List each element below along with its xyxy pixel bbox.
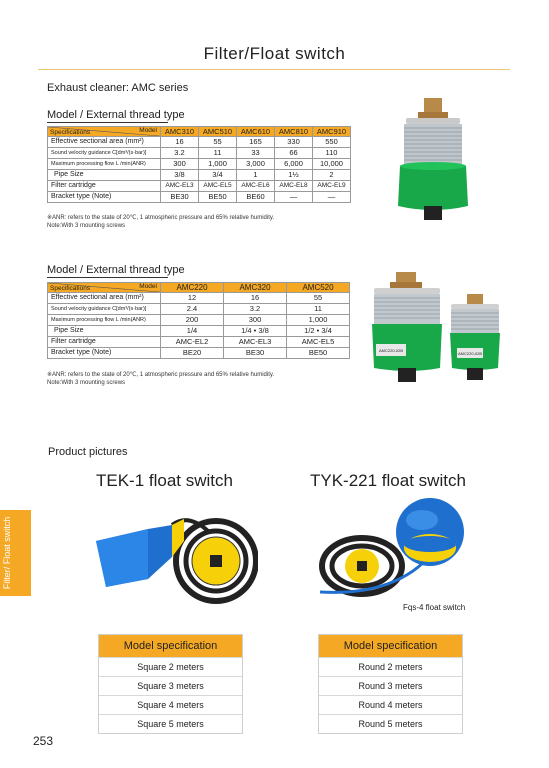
table1-model-header: AMC610: [237, 127, 275, 137]
row-label: Sound velocity guidance C[dm³/(s·bar)]: [48, 304, 161, 315]
table1-model-header: AMC910: [313, 127, 351, 137]
cell: BE50: [199, 192, 237, 203]
cell: BE30: [161, 192, 199, 203]
cell: 110: [313, 148, 351, 159]
tyk-float-switch-image: [312, 496, 477, 600]
list-item: Round 3 meters: [319, 676, 462, 695]
amc-filter-medium-image: [366, 270, 448, 386]
table2-model-header: AMC520: [287, 283, 350, 293]
cell: 165: [237, 137, 275, 148]
table1-note-anr: ※ANR: refers to the state of 20℃, 1 atmospheric pressure and 65% relative humidity.: [47, 215, 275, 221]
table1-model-header: AMC310: [161, 127, 199, 137]
cell: AMC-EL3: [224, 337, 287, 348]
cell: —: [313, 192, 351, 203]
table1-heading-rule: [47, 122, 168, 123]
table-row: [48, 293, 350, 304]
filter-label-1: AMC220-02B: [378, 348, 404, 353]
cell: 550: [313, 137, 351, 148]
amc-filter-large-image: [392, 96, 474, 224]
cell: 11: [199, 148, 237, 159]
cell: AMC-EL2: [161, 337, 224, 348]
tyk-spec-box: [318, 634, 463, 734]
cell: 3.2: [161, 148, 199, 159]
table1-model-header: AMC510: [199, 127, 237, 137]
row-label: Effective sectional area (mm²): [48, 137, 161, 148]
cell: 1: [237, 170, 275, 181]
table-row: [48, 348, 350, 359]
cell: 1,000: [199, 159, 237, 170]
tek-spec-heading: Model specification: [99, 635, 242, 657]
cell: 6,000: [275, 159, 313, 170]
cell: 1/2 • 3/4: [287, 326, 350, 337]
cell: 330: [275, 137, 313, 148]
cell: 3/8: [161, 170, 199, 181]
row-label: Maximum processing flow L /min(ANR): [48, 315, 161, 326]
tek-float-switch-image: [88, 505, 258, 617]
row-label: Pipe Size: [48, 170, 161, 181]
table2-note-screws: Note:With 3 mounting screws: [47, 380, 126, 386]
row-label: Effective sectional area (mm²): [48, 293, 161, 304]
table-row: [48, 326, 350, 337]
series-heading: Exhaust cleaner: AMC series: [47, 82, 189, 94]
table-row: [48, 137, 351, 148]
cell: 1,000: [287, 315, 350, 326]
tek-spec-box: [98, 634, 243, 734]
cell: —: [275, 192, 313, 203]
filter-label-2: AMC220-02B: [457, 351, 483, 356]
list-item: Round 2 meters: [319, 657, 462, 676]
table-row: [48, 181, 351, 192]
cell: 300: [224, 315, 287, 326]
list-item: Square 3 meters: [99, 676, 242, 695]
row-label: Bracket type (Note): [48, 348, 161, 359]
table-row: [48, 304, 350, 315]
cell: 200: [161, 315, 224, 326]
table2-corner-model: Model: [139, 283, 157, 290]
title-divider: [38, 69, 510, 70]
row-label: Sound velocity guidance C[dm³/(s·bar)]: [48, 148, 161, 159]
table2-heading-rule: [47, 277, 168, 278]
cell: AMC-EL6: [237, 181, 275, 192]
cell: 3,000: [237, 159, 275, 170]
list-item: Square 4 meters: [99, 695, 242, 714]
cell: 3.2: [224, 304, 287, 315]
side-tab-label: Filter/ Float switch: [2, 516, 12, 590]
cell: 11: [287, 304, 350, 315]
page-number: 253: [33, 734, 54, 748]
table2-corner-cell: [48, 283, 161, 293]
table-row: [48, 170, 351, 181]
table-row: [48, 148, 351, 159]
cell: 10,000: [313, 159, 351, 170]
tek-title: TEK-1 float switch: [96, 471, 233, 490]
cell: 2.4: [161, 304, 224, 315]
row-label: Filter cartridge: [48, 337, 161, 348]
table2-heading: Model / External thread type: [47, 264, 185, 276]
list-item: Round 4 meters: [319, 695, 462, 714]
table1-model-header: AMC810: [275, 127, 313, 137]
tyk-title: TYK-221 float switch: [310, 471, 466, 490]
list-item: Square 2 meters: [99, 657, 242, 676]
page-title: Filter/Float switch: [203, 44, 346, 63]
cell: BE20: [161, 348, 224, 359]
cell: 1/4: [161, 326, 224, 337]
cell: AMC-EL3: [161, 181, 199, 192]
cell: AMC-EL5: [287, 337, 350, 348]
table1-corner-spec: Specifications: [50, 129, 91, 136]
table1-corner-model: Model: [139, 127, 157, 134]
cell: AMC-EL8: [275, 181, 313, 192]
table1-corner-cell: [48, 127, 161, 137]
row-label: Filter cartridge: [48, 181, 161, 192]
cell: 3/4: [199, 170, 237, 181]
cell: AMC-EL9: [313, 181, 351, 192]
list-item: Square 5 meters: [99, 714, 242, 733]
cell: 300: [161, 159, 199, 170]
table-row: [48, 192, 351, 203]
cell: 1/4 • 3/8: [224, 326, 287, 337]
cell: 16: [161, 137, 199, 148]
table2-corner-spec: Specifications: [50, 285, 91, 292]
table-row: [48, 337, 350, 348]
cell: 66: [275, 148, 313, 159]
cell: 55: [199, 137, 237, 148]
table2-model-header: AMC220: [161, 283, 224, 293]
table1-note-screws: Note:With 3 mounting screws: [47, 223, 126, 229]
list-item: Round 5 meters: [319, 714, 462, 733]
cell: 16: [224, 293, 287, 304]
cell: BE50: [287, 348, 350, 359]
row-label: Maximum processing flow L /min(ANR): [48, 159, 161, 170]
table-row: [48, 315, 350, 326]
row-label: Bracket type (Note): [48, 192, 161, 203]
tyk-caption: Fqs-4 float switch: [403, 603, 466, 612]
cell: 33: [237, 148, 275, 159]
tyk-spec-heading: Model specification: [319, 635, 462, 657]
amc-filter-small-image: [447, 292, 503, 384]
cell: 55: [287, 293, 350, 304]
spec-table-1: [47, 126, 351, 203]
product-pictures-heading: Product pictures: [48, 446, 128, 458]
section-side-tab: [0, 510, 31, 596]
table2-note-anr: ※ANR: refers to the state of 20℃, 1 atmospheric pressure and 65% relative humidity.: [47, 372, 275, 378]
cell: 12: [161, 293, 224, 304]
cell: 1½: [275, 170, 313, 181]
cell: 2: [313, 170, 351, 181]
spec-table-2: [47, 282, 350, 359]
table1-heading: Model / External thread type: [47, 109, 185, 121]
table-row: [48, 159, 351, 170]
table2-model-header: AMC320: [224, 283, 287, 293]
cell: BE30: [224, 348, 287, 359]
cell: AMC-EL5: [199, 181, 237, 192]
row-label: Pipe Size: [48, 326, 161, 337]
cell: BE60: [237, 192, 275, 203]
